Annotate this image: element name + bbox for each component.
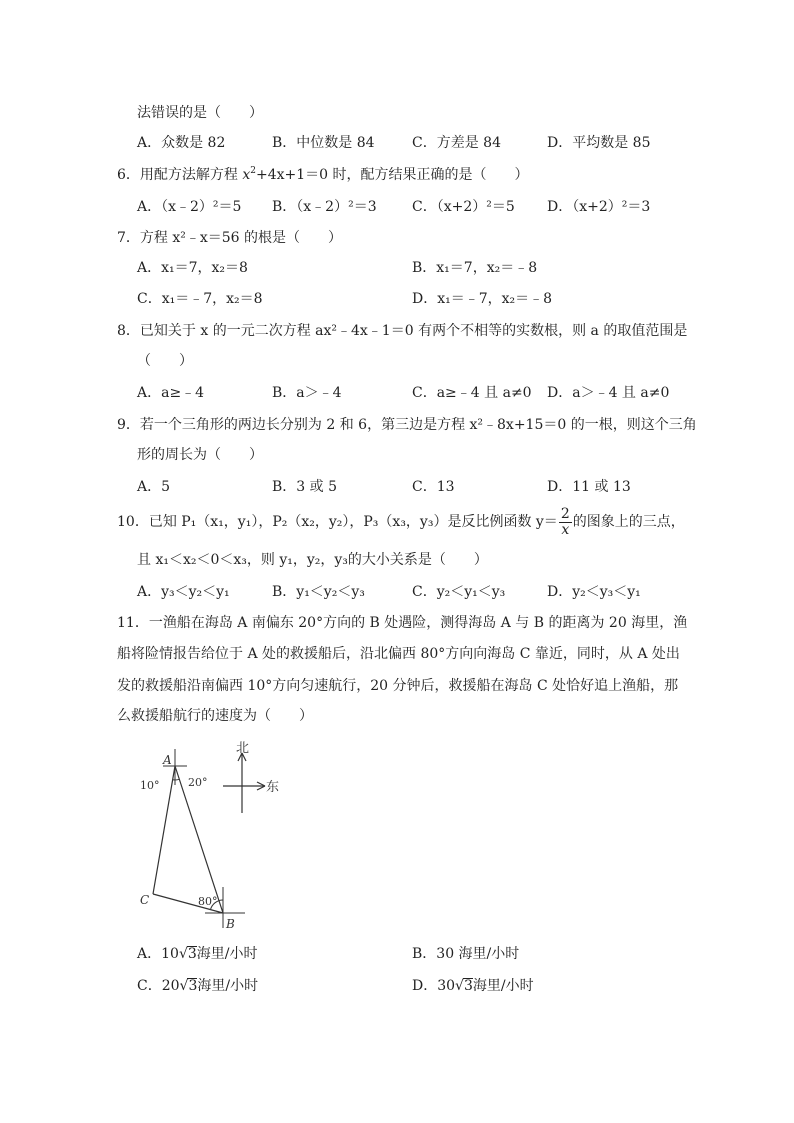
q8-stem: 8．已知关于 x 的一元二次方程 ax²﹣4x﹣1＝0 有两个不相等的实数根，则 a 的取值范围是 [117,323,688,339]
q5-option-a[interactable]: A．众数是 82 [137,135,226,151]
q7-option-b[interactable]: B．x₁＝7，x₂＝﹣8 [412,260,538,276]
sqrt-symbol: √ [455,978,464,994]
q11-option-c-unit: 海里/小时 [197,978,259,994]
q8-option-b[interactable]: B．a＞﹣4 [272,385,342,401]
q11-option-b-text: B．30 海里/小时 [412,946,520,962]
q6-stem-rest: +4x+1＝0 时，配方结果正确的是（ ） [256,167,529,183]
q9-stem-cont: 形的周长为（ ） [137,447,263,463]
q10-option-c[interactable]: C．y₂＜y₁＜y₃ [412,584,506,600]
angle-10-label: 10° [140,779,160,792]
q6-option-a[interactable]: A．（x﹣2）²＝5 [137,199,242,215]
q11-option-d-pre: D．30 [412,978,456,994]
q5-option-d[interactable]: D．平均数是 85 [547,135,651,151]
q11-stem-line2: 船将险情报告给位于 A 处的救援船后，沿北偏西 80°方向向海岛 C 靠近，同时，从 A 处出 [117,646,680,662]
q10-frac-denominator: x [561,521,570,538]
q11-option-c-pre: C．20 [137,978,180,994]
q9-option-a[interactable]: A．5 [137,479,171,495]
q11-navigation-diagram [135,735,315,935]
q9-stem: 9．若一个三角形的两边长分别为 2 和 6，第三边是方程 x²﹣8x+15＝0 的一根，则这个三角 [117,417,697,433]
q10-stem-part: 10．已知 P₁（x₁，y₁），P₂（x₂，y₂），P₃（x₃，y₃）是反比例函数 y＝ [117,514,558,530]
q6-stem-part: 6．用配方法解方程 [117,167,243,183]
q11-option-d-radicand: 3 [463,978,473,994]
angle-arc-20 [175,779,179,780]
angle-20-label: 20° [188,776,208,789]
q5-option-b[interactable]: B．中位数是 84 [272,135,375,151]
q11-option-c-radicand: 3 [188,978,198,994]
q11-option-a-pre: A．10 [137,946,179,962]
q6-exponent: 2 [250,166,256,176]
q5-option-c[interactable]: C．方差是 84 [412,135,501,151]
q6-option-b[interactable]: B．（x﹣2）²＝3 [272,199,377,215]
q10-stem-rest: 的图象上的三点， [572,514,685,530]
q8-option-c[interactable]: C．a≥﹣4 且 a≠0 [412,385,532,401]
point-b-label: B [226,917,235,931]
q9-option-b[interactable]: B．3 或 5 [272,479,338,495]
q10-option-d[interactable]: D．y₂＜y₃＜y₁ [547,584,641,600]
q8-stem-cont: （ ） [137,353,193,369]
q6-option-c[interactable]: C．（x+2）²＝5 [412,199,515,215]
q7-stem: 7．方程 x²﹣x＝56 的根是（ ） [117,230,343,246]
q7-option-a[interactable]: A．x₁＝7，x₂＝8 [137,260,248,276]
q11-stem-line4: 么救援船航行的速度为（ ） [117,708,313,724]
q6-option-d[interactable]: D．（x+2）²＝3 [547,199,651,215]
q11-option-a[interactable] [137,944,258,964]
q9-option-c[interactable]: C．13 [412,479,455,495]
q8-option-a[interactable]: A．a≥﹣4 [137,385,205,401]
q10-stem [117,506,685,538]
point-a-label: A [163,753,172,767]
q8-option-d[interactable]: D．a＞﹣4 且 a≠0 [547,385,670,401]
q10-fraction [559,507,572,538]
sqrt-symbol: √ [179,978,189,994]
q11-option-d[interactable] [412,976,534,996]
q11-option-d-unit: 海里/小时 [472,978,534,994]
q10-stem-cont: 且 x₁＜x₂＜0＜x₃，则 y₁，y₂，y₃的大小关系是（ ） [137,552,488,568]
q11-stem-line1: 11．一渔船在海岛 A 南偏东 20°方向的 B 处遇险，测得海岛 A 与 B 的距离为 20 海里，渔 [117,615,688,631]
point-c-label: C [140,893,150,907]
compass-north-label: 北 [236,741,250,756]
q11-option-a-radicand: 3 [187,946,197,962]
q6-var-x: x [242,167,251,183]
sqrt-symbol: √ [178,946,188,962]
q10-frac-numerator: 2 [560,505,570,522]
q11-stem-line3: 发的救援船沿南偏西 10°方向匀速航行，20 分钟后，救援船在海岛 C 处恰好追上渔船，那 [117,678,679,694]
q11-option-b[interactable] [412,944,519,964]
q11-option-a-unit: 海里/小时 [196,946,258,962]
q6-stem [117,165,529,185]
q11-option-c[interactable] [137,976,258,996]
q9-option-d[interactable]: D．11 或 13 [547,479,631,495]
compass-east-label: 东 [266,780,280,795]
q10-option-a[interactable]: A．y₃＜y₂＜y₁ [137,584,230,600]
angle-80-label: 80° [198,895,218,908]
q10-option-b[interactable]: B．y₁＜y₂＜y₃ [272,584,365,600]
q7-option-d[interactable]: D．x₁＝﹣7，x₂＝﹣8 [412,291,553,307]
q7-option-c[interactable]: C．x₁＝﹣7，x₂＝8 [137,291,263,307]
q5-stem-cont: 法错误的是（ ） [137,105,263,121]
